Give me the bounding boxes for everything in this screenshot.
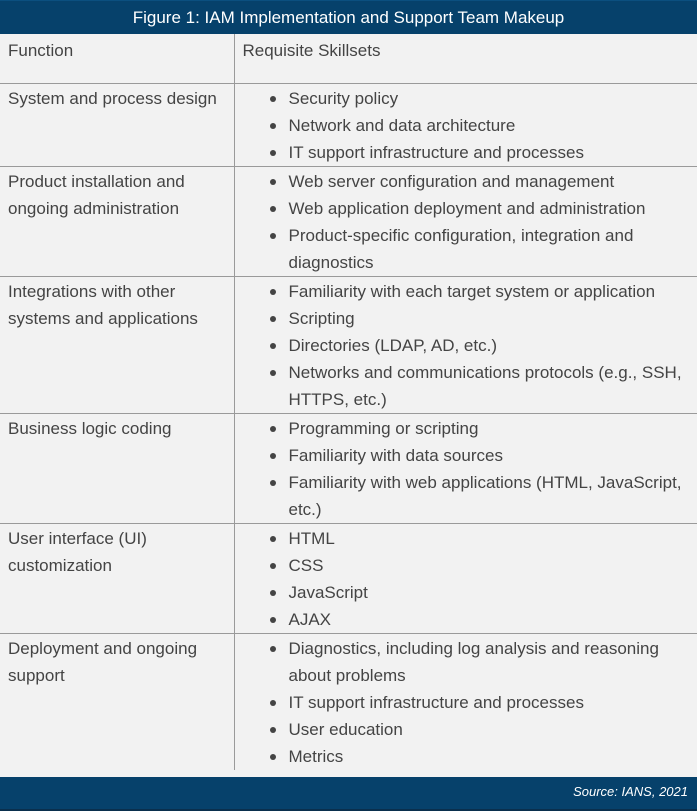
skill-text: Diagnostics, including log analysis and reasoning about problems [288,638,659,685]
skills-list [235,168,694,276]
list-item [289,743,694,770]
skill-text: Familiarity with data sources [288,445,503,465]
bullet-icon [270,150,276,156]
skills-list [235,525,694,633]
bullet-icon [270,754,276,760]
list-item [289,278,694,305]
bullet-icon [270,289,276,295]
bullet-icon [270,343,276,349]
skills-cell [234,166,697,276]
bullet-icon [270,480,276,486]
skill-text: CSS [288,555,324,575]
bullet-icon [270,727,276,733]
skill-text: IT support infrastructure and processes [288,692,584,712]
bullet-icon [270,426,276,432]
bullet-icon [270,206,276,212]
skill-text: Familiarity with web applications (HTML, JavaScript, etc.) [288,472,682,519]
bullet-icon [270,563,276,569]
skills-list [235,415,694,523]
skill-text: HTML [288,528,335,548]
function-cell: Deployment and ongoing support [0,633,234,770]
skill-text: Programming or scripting [288,418,479,438]
list-item [289,139,694,166]
table-header-row [0,34,697,83]
figure-source: Source: IANS, 2021 [0,777,697,811]
skill-text: Web application deployment and administration [288,198,646,218]
bullet-icon [270,646,276,652]
skill-text: Familiarity with each target system or application [288,281,656,301]
skills-cell [234,523,697,633]
skills-list [235,635,694,770]
function-cell: User interface (UI) customization [0,523,234,633]
table-row [0,166,697,276]
list-item [289,442,694,469]
list-item [289,552,694,579]
skills-cell [234,276,697,413]
skill-text: Web server configuration and management [288,171,615,191]
skills-cell [234,413,697,523]
list-item [289,415,694,442]
list-item [289,635,694,689]
column-header-function: Function [8,41,74,60]
skills-cell [234,83,697,166]
skill-text: Product-specific configuration, integration and diagnostics [288,225,634,272]
bullet-icon [270,700,276,706]
figure-title: Figure 1: IAM Implementation and Support Team Makeup [0,0,697,34]
skill-text: Directories (LDAP, AD, etc.) [288,335,497,355]
skill-text: AJAX [288,609,332,629]
list-item [289,469,694,523]
skill-text: Security policy [288,88,399,108]
list-item [289,606,694,633]
table-row [0,83,697,166]
bullet-icon [270,590,276,596]
bullet-icon [270,179,276,185]
skills-list [235,85,694,166]
list-item [289,359,694,413]
skill-text: JavaScript [288,582,368,602]
table-row [0,633,697,770]
bullet-icon [270,370,276,376]
table-row [0,276,697,413]
table-header [0,34,697,83]
list-item [289,716,694,743]
list-item [289,525,694,552]
skill-text: IT support infrastructure and processes [288,142,584,162]
list-item [289,305,694,332]
bullet-icon [270,123,276,129]
bullet-icon [270,96,276,102]
list-item [289,112,694,139]
skills-list [235,278,694,413]
skills-cell [234,633,697,770]
skill-text: User education [288,719,403,739]
table-row [0,413,697,523]
table-row [0,523,697,633]
list-item [289,222,694,276]
function-cell: Product installation and ongoing administration [0,166,234,276]
bullet-icon [270,617,276,623]
bullet-icon [270,453,276,459]
list-item [289,689,694,716]
skill-text: Network and data architecture [288,115,516,135]
skill-text: Networks and communications protocols (e.g., SSH, HTTPS, etc.) [288,362,682,409]
column-header-skillsets: Requisite Skillsets [234,34,697,83]
bullet-icon [270,536,276,542]
bullet-icon [270,233,276,239]
bullet-icon [270,316,276,322]
list-item [289,195,694,222]
skill-text: Scripting [288,308,355,328]
function-cell: Integrations with other systems and applications [0,276,234,413]
skills-table [0,34,697,770]
list-item [289,332,694,359]
function-cell: Business logic coding [0,413,234,523]
skill-text: Metrics [288,746,344,766]
list-item [289,579,694,606]
function-cell: System and process design [0,83,234,166]
list-item [289,168,694,195]
list-item [289,85,694,112]
